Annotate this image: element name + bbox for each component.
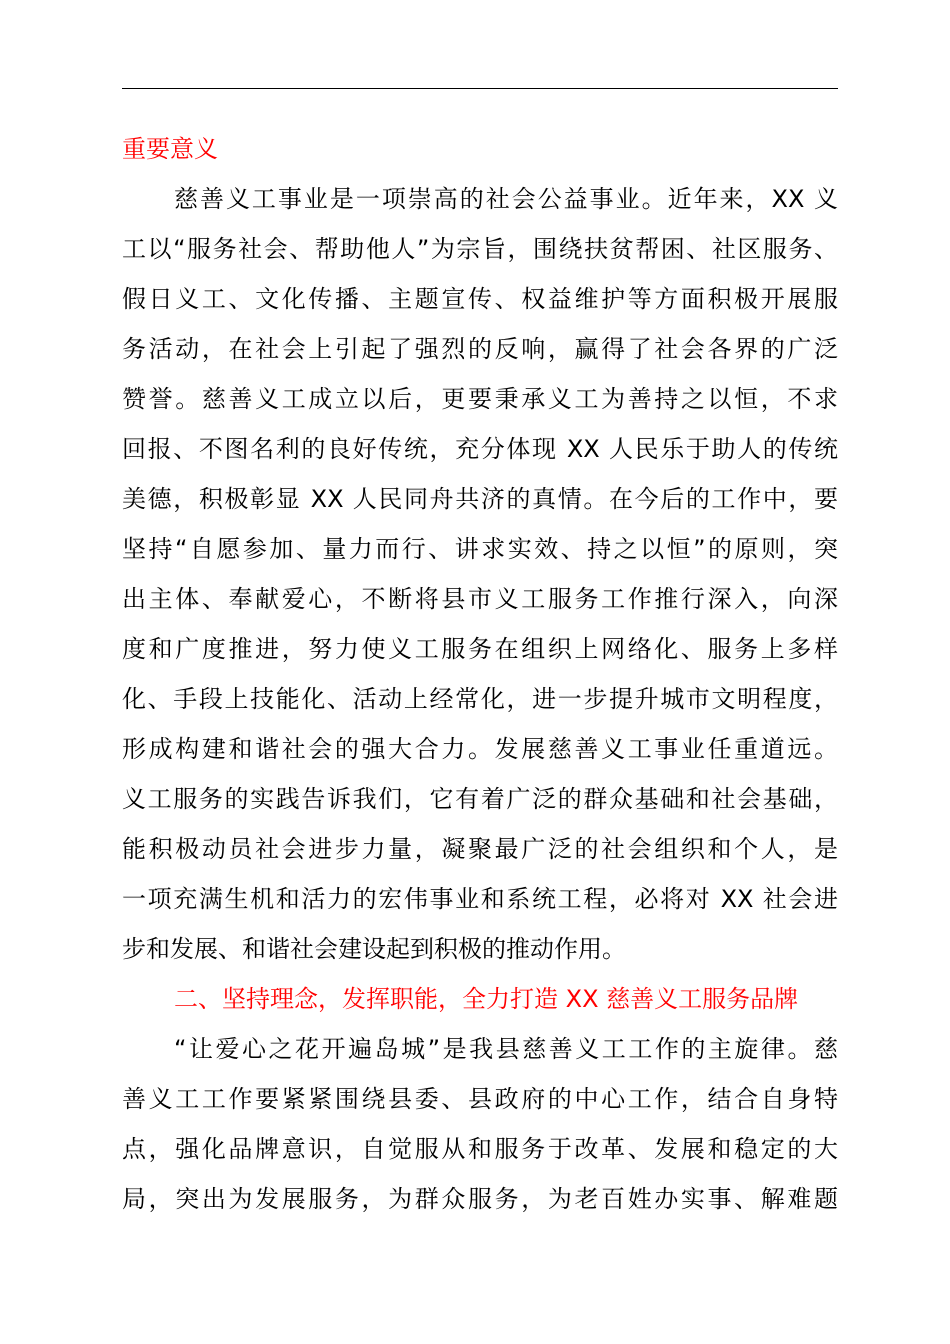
- paragraph-line: 出主体、奉献爱心，不断将县市义工服务工作推行深入，向深: [122, 585, 838, 613]
- paragraph-line: 点，强化品牌意识，自觉服从和服务于改革、发展和稳定的大: [122, 1135, 838, 1163]
- paragraph-line: 坚持“自愿参加、量力而行、讲求实效、持之以恒”的原则，突: [122, 535, 838, 563]
- paragraph-line: 赞誉。慈善义工成立以后，更要秉承义工为善持之以恒，不求: [122, 385, 838, 413]
- section-2-heading: 二、坚持理念，发挥职能，全力打造 XX 慈善义工服务品牌: [174, 985, 799, 1013]
- paragraph-line: 义工服务的实践告诉我们，它有着广泛的群众基础和社会基础，: [122, 785, 838, 813]
- paragraph-line: 假日义工、文化传播、主题宣传、权益维护等方面积极开展服: [122, 285, 838, 313]
- paragraph-line: 务活动，在社会上引起了强烈的反响，赢得了社会各界的广泛: [122, 335, 838, 363]
- paragraph-line: 慈善义工事业是一项崇高的社会公益事业。近年来，XX 义: [174, 185, 838, 213]
- paragraph-line: 美德，积极彰显 XX 人民同舟共济的真情。在今后的工作中，要: [122, 485, 838, 513]
- paragraph-line: 一项充满生机和活力的宏伟事业和系统工程，必将对 XX 社会进: [122, 885, 838, 913]
- paragraph-line: 局，突出为发展服务，为群众服务，为老百姓办实事、解难题: [122, 1185, 838, 1213]
- paragraph-line: 善义工工作要紧紧围绕县委、县政府的中心工作，结合自身特: [122, 1085, 838, 1113]
- paragraph-line: 化、手段上技能化、活动上经常化，进一步提升城市文明程度，: [122, 685, 838, 713]
- paragraph-line: “让爱心之花开遍岛城”是我县慈善义工工作的主旋律。慈: [174, 1035, 838, 1063]
- header-rule: [122, 88, 838, 89]
- paragraph-line: 回报、不图名利的良好传统，充分体现 XX 人民乐于助人的传统: [122, 435, 838, 463]
- paragraph-line: 形成构建和谐社会的强大合力。发展慈善义工事业任重道远。: [122, 735, 838, 763]
- document-body: [122, 124, 838, 1224]
- paragraph-line: 步和发展、和谐社会建设起到积极的推动作用。: [122, 935, 626, 963]
- paragraph-line: 度和广度推进，努力使义工服务在组织上网络化、服务上多样: [122, 635, 838, 663]
- paragraph-line: 工以“服务社会、帮助他人”为宗旨，围绕扶贫帮困、社区服务、: [122, 235, 838, 263]
- paragraph-2: [122, 1024, 838, 1224]
- paragraph-line: 能积极动员社会进步力量，凝聚最广泛的社会组织和个人，是: [122, 835, 838, 863]
- paragraph-1: [122, 174, 838, 974]
- section-heading: 重要意义: [122, 135, 218, 163]
